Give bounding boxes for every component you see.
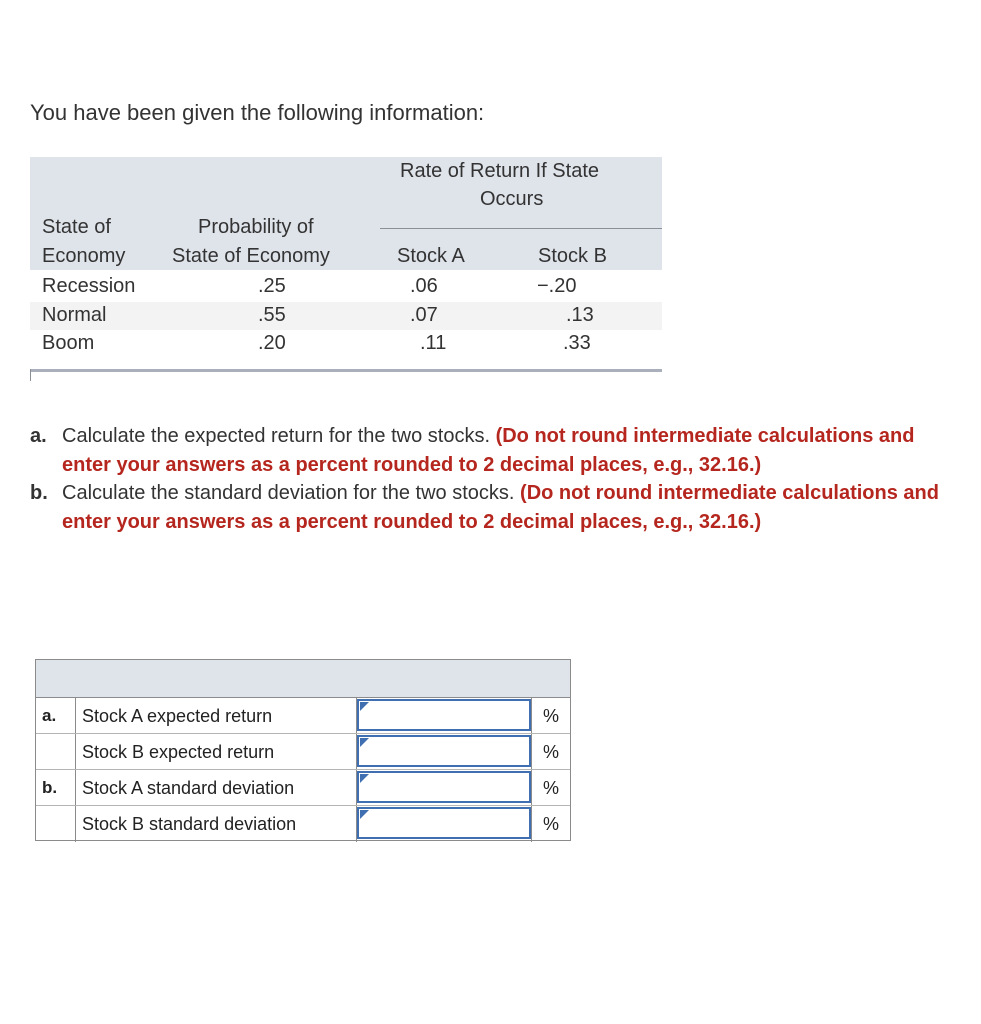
input-indicator-icon: [360, 774, 369, 783]
question-body: [62, 422, 965, 479]
input-indicator-icon: [360, 738, 369, 747]
col-state-header-line2: Economy: [42, 245, 126, 267]
answer-row-unit: %: [531, 770, 570, 805]
row-stock-a: .07: [410, 304, 438, 326]
group-header-line1: Rate of Return If State: [400, 160, 599, 182]
question-letter: a.: [30, 425, 47, 447]
answer-row-unit: %: [531, 806, 570, 842]
row-stock-a: .06: [410, 275, 438, 297]
col-prob-header-line2: State of Economy: [172, 245, 330, 267]
row-probability: .55: [258, 304, 286, 326]
answer-row-letter: [36, 806, 76, 842]
row-probability: .20: [258, 332, 286, 354]
question-list: [30, 422, 965, 536]
answer-input-cell: [357, 735, 531, 767]
answer-row-stock-b-standard-deviation: [36, 806, 570, 842]
stock-a-standard-deviation-input[interactable]: [359, 773, 529, 801]
row-stock-b: .33: [563, 332, 591, 354]
intro-text: You have been given the following information:: [30, 100, 485, 125]
row-stock-b: .13: [566, 304, 594, 326]
info-table: [30, 157, 662, 382]
question-instruction: (Do not round intermediate calculations and enter your answers as a percent rounded to 2 decimal places, e.g., 32.16.): [62, 425, 915, 476]
row-state-recession: Recession: [42, 275, 136, 297]
answer-row-label: Stock B standard deviation: [76, 806, 357, 842]
row-probability: .25: [258, 275, 286, 297]
input-indicator-icon: [360, 702, 369, 711]
answer-row-unit: %: [531, 734, 570, 769]
answer-row-unit: %: [531, 698, 570, 733]
answer-row-label: Stock A standard deviation: [76, 770, 357, 805]
question-b: [30, 479, 965, 536]
group-header-rule: [380, 228, 662, 229]
row-stock-a: .11: [420, 332, 447, 354]
row-stock-b: −.20: [537, 275, 577, 297]
row-state-normal: Normal: [42, 304, 107, 326]
answer-row-letter: a.: [36, 698, 76, 733]
answer-row-letter: [36, 734, 76, 769]
answer-input-cell: [357, 771, 531, 803]
col-prob-header-line1: Probability of: [198, 216, 314, 238]
question-instruction: (Do not round intermediate calculations and enter your answers as a percent rounded to 2 decimal places, e.g., 32.16.): [62, 482, 939, 533]
question-text: Calculate the expected return for the two stocks.: [62, 425, 490, 447]
answer-table: [35, 659, 571, 841]
answer-row-stock-a-standard-deviation: [36, 770, 570, 806]
col-stock-a-header: Stock A: [397, 245, 465, 267]
answer-input-cell: [357, 807, 531, 839]
info-table-bottom-rule: [30, 369, 662, 372]
input-indicator-icon: [360, 810, 369, 819]
stock-b-standard-deviation-input[interactable]: [359, 809, 529, 837]
question-letter: b.: [30, 482, 48, 504]
answer-row-stock-b-expected-return: [36, 734, 570, 770]
question-body: [62, 479, 965, 536]
answer-input-cell: [357, 699, 531, 731]
question-a: [30, 422, 965, 479]
info-table-corner-tick: [30, 369, 31, 381]
answer-table-header: [36, 660, 570, 698]
col-stock-b-header: Stock B: [538, 245, 607, 267]
stock-a-expected-return-input[interactable]: [359, 701, 529, 729]
answer-row-label: Stock B expected return: [76, 734, 357, 769]
answer-row-stock-a-expected-return: [36, 698, 570, 734]
answer-row-letter: b.: [36, 770, 76, 805]
answer-row-label: Stock A expected return: [76, 698, 357, 733]
question-text: Calculate the standard deviation for the two stocks.: [62, 482, 515, 504]
stock-b-expected-return-input[interactable]: [359, 737, 529, 765]
col-state-header-line1: State of: [42, 216, 111, 238]
group-header-line2: Occurs: [480, 188, 544, 210]
row-state-boom: Boom: [42, 332, 95, 354]
